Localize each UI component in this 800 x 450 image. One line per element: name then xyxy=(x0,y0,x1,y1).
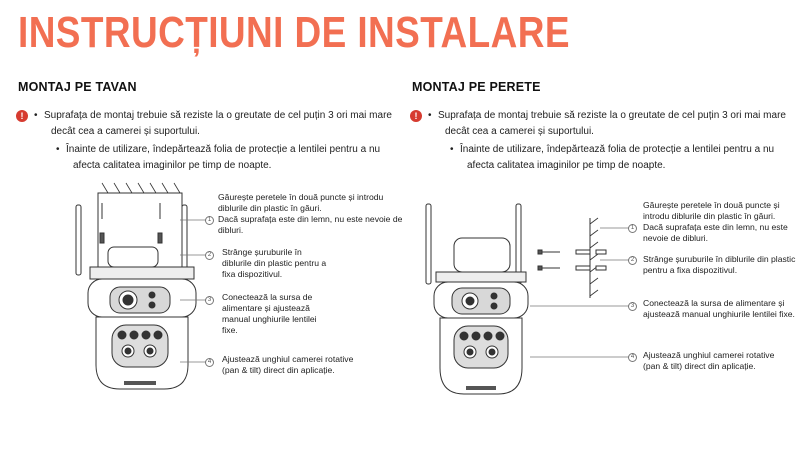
step-number-2: 2 xyxy=(205,251,214,260)
wall-callout-leaders xyxy=(530,220,640,365)
ceiling-mount-heading: MONTAJ PE TAVAN xyxy=(18,80,137,94)
note-weight: • Suprafața de montaj trebuie să reziste la o greutate de cel puțin 3 ori mai mare decât cea a camerei și suportului. xyxy=(428,108,792,140)
wall-mount-section xyxy=(412,80,792,174)
wall-mount-notes xyxy=(412,108,792,174)
step-number-1: 1 xyxy=(205,216,214,225)
warning-icon: ! xyxy=(16,110,28,122)
note-protective-film: • Înainte de utilizare, îndepărtează folia de protecție a lentilei pentru a nu afecta calitatea imaginilor pe timp de noapte. xyxy=(450,142,792,174)
step-number-4: 4 xyxy=(205,358,214,367)
note-weight: • Suprafața de montaj trebuie să reziste la o greutate de cel puțin 3 ori mai mare decât cea a camerei și suportului. xyxy=(34,108,398,140)
wall-mount-heading: MONTAJ PE PERETE xyxy=(412,80,541,94)
wall-step-3: Conectează la sursa de alimentare și ajustează manual unghiurile lentilei fixe. xyxy=(643,298,795,319)
note-protective-film: • Înainte de utilizare, îndepărtează folia de protecție a lentilei pentru a nu afecta calitatea imaginilor pe timp de noapte. xyxy=(56,142,398,174)
ceiling-step-3: Conectează la sursa de alimentare și ajustează manual unghiurile lentilei fixe. xyxy=(222,292,317,335)
wall-step-1: Găurește peretele în două puncte și introdu diblurile din plastic în găuri. Dacă suprafața este din lemn, nu este nevoie de dibluri. xyxy=(643,200,788,243)
step-number-3: 3 xyxy=(205,296,214,305)
page-title: INSTRUCȚIUNI DE INSTALARE xyxy=(18,8,570,57)
ceiling-step-1: Găurește peretele în două puncte și introdu diblurile din plastic în găuri. Dacă suprafața este din lemn, nu este nevoie de dibluri. xyxy=(218,192,403,235)
wall-step-2: Strânge șuruburile în diblurile din plastic pentru a fixa dispozitivul. xyxy=(643,254,796,275)
ceiling-step-4: Ajustează unghiul camerei rotative (pan & tilt) direct din aplicație. xyxy=(222,354,354,375)
ceiling-callout-leaders xyxy=(180,200,210,370)
ceiling-step-2: Strânge șuruburile în diblurile din plastic pentru a fixa dispozitivul. xyxy=(222,247,327,279)
step-number-2: 2 xyxy=(628,256,637,265)
ceiling-mount-notes xyxy=(18,108,398,174)
step-number-4: 4 xyxy=(628,353,637,362)
step-number-3: 3 xyxy=(628,302,637,311)
ceiling-mount-section xyxy=(18,80,398,174)
warning-icon: ! xyxy=(410,110,422,122)
step-number-1: 1 xyxy=(628,224,637,233)
wall-step-4: Ajustează unghiul camerei rotative (pan & tilt) direct din aplicație. xyxy=(643,350,775,371)
